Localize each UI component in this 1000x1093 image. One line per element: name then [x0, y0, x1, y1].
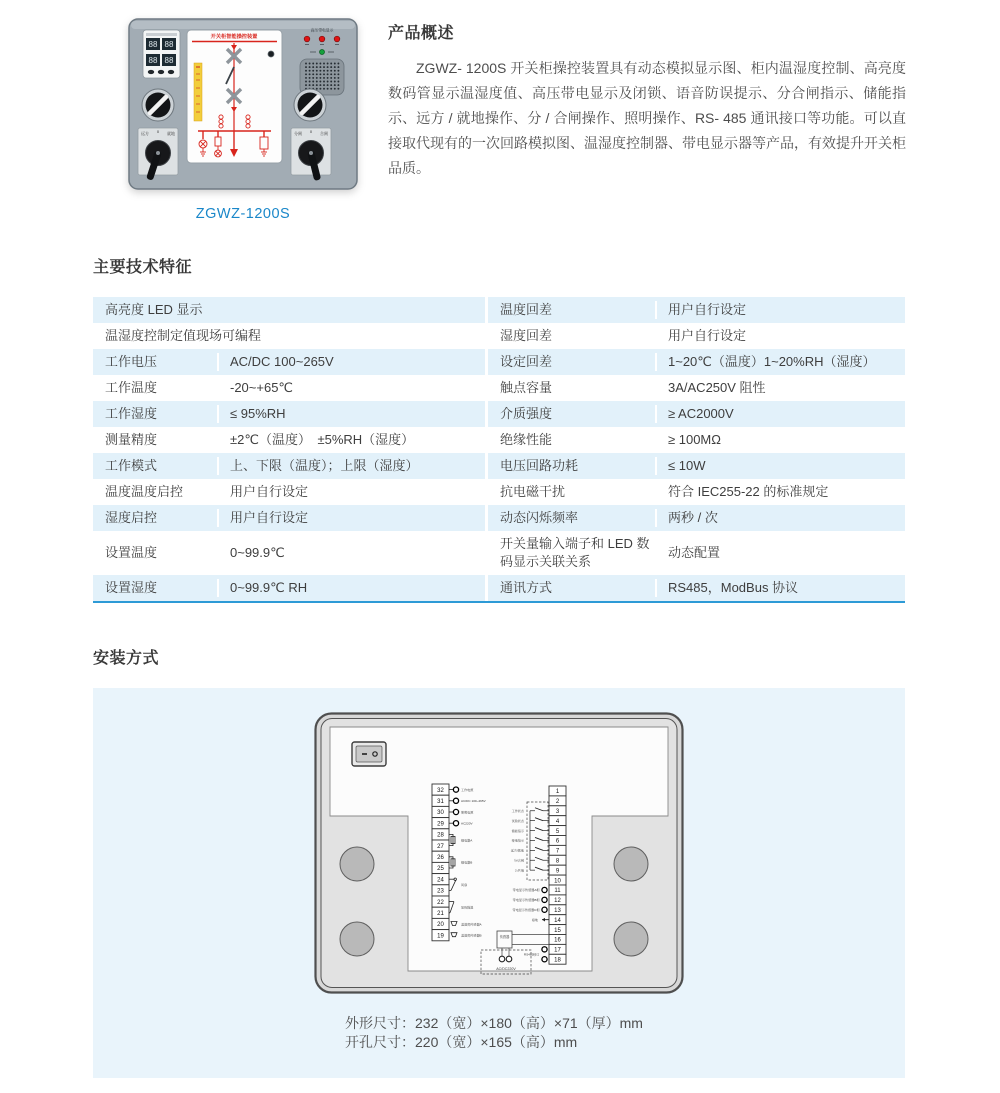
mimic-panel	[187, 30, 282, 163]
spec-table-left	[93, 297, 485, 601]
terminal-micro-label: 继电器A	[461, 838, 473, 843]
spec-table-bottom-border	[93, 601, 905, 603]
terminal-number: 11	[554, 888, 561, 895]
svg-text:0: 0	[309, 129, 313, 134]
terminal-number: 12	[554, 898, 561, 905]
terminal-micro-label: 工作状态	[511, 808, 524, 813]
terminal-number: 21	[437, 911, 444, 917]
left-knob	[142, 89, 174, 121]
terminal-micro-label: 储能指示	[511, 828, 524, 833]
spec-row	[488, 479, 905, 505]
spec-label: 温度回差	[500, 302, 553, 318]
terminal-strip-left	[432, 784, 449, 941]
spec-value: 0~99.9℃ RH	[217, 579, 485, 597]
spec-value: ±2℃（温度） ±5%RH（湿度）	[217, 431, 485, 449]
terminal-number: 30	[437, 810, 444, 817]
power-terminal	[453, 798, 458, 803]
spec-value: 用户自行设定	[655, 327, 905, 345]
spec-value: ≥ AC2000V	[655, 405, 905, 423]
installation-heading: 安装方式	[93, 650, 160, 667]
spec-label: 绝缘性能	[500, 432, 553, 448]
terminal-number: 15	[554, 927, 561, 934]
spec-row	[93, 479, 485, 505]
terminal-micro-label: 温湿度传感器A	[461, 922, 482, 927]
terminal-number: 16	[554, 937, 561, 944]
power-terminal	[453, 821, 458, 826]
terminal-number: 13	[554, 907, 561, 914]
terminal-number: 28	[437, 832, 444, 839]
svg-text:合闸: 合闸	[320, 131, 328, 136]
specs-heading: 主要技术特征	[93, 259, 193, 276]
display-button	[158, 70, 164, 74]
spec-row	[488, 453, 905, 479]
spec-row	[488, 505, 905, 531]
spec-feature-text: 温湿度控制定值现场可编程	[105, 328, 262, 344]
power-terminal	[453, 809, 458, 814]
mounting-hole	[614, 922, 648, 956]
spec-row	[93, 427, 485, 453]
mounting-hole	[614, 847, 648, 881]
spec-label: 工作温度	[105, 380, 158, 396]
warning-strip	[194, 63, 202, 121]
spec-label: 设置湿度	[105, 580, 158, 596]
spec-value: 1~20℃（温度）1~20%RH（湿度）	[655, 353, 905, 371]
spec-row	[93, 453, 485, 479]
terminal-number: 7	[555, 848, 560, 855]
sensor-input-terminal	[542, 887, 547, 892]
spec-table-right	[488, 297, 905, 601]
terminal-micro-label: AC220V	[461, 821, 473, 826]
spec-label: 开关量输入端子和 LED 数码显示关联关系	[500, 536, 650, 569]
mounting-hole	[340, 922, 374, 956]
cutout-dimensions: 开孔尺寸：220（宽）×165（高）mm	[345, 1034, 578, 1050]
right-knob	[294, 89, 326, 121]
spec-row	[93, 349, 485, 375]
dimension-text	[345, 1014, 643, 1052]
power-switch	[352, 742, 386, 766]
power-box-label: AC/DC220V	[496, 967, 516, 971]
phase-led-red	[304, 36, 310, 42]
display-button	[148, 70, 154, 74]
spec-feature-text: 高亮度 LED 显示	[105, 302, 203, 318]
spec-row	[93, 297, 485, 323]
spec-row	[488, 297, 905, 323]
terminal-number: 26	[437, 855, 444, 861]
terminal-micro-label: 带电显示传感器C相	[512, 907, 540, 912]
spec-row	[488, 375, 905, 401]
svg-text:分闸: 分闸	[294, 131, 302, 136]
terminal-number: 5	[555, 828, 560, 835]
terminal-number: 19	[437, 933, 444, 940]
spec-row	[488, 349, 905, 375]
spec-value: ≤ 95%RH	[217, 405, 485, 423]
terminal-number: 18	[554, 957, 561, 964]
spec-label: 工作模式	[105, 458, 158, 474]
spec-value: 两秒 / 次	[655, 509, 905, 527]
spec-row	[93, 505, 485, 531]
sensor-box-label: 传感器	[499, 935, 510, 939]
comm-terminal	[542, 947, 547, 952]
terminal-strip-right	[549, 786, 566, 964]
spec-row	[93, 575, 485, 601]
spec-value: 动态配置	[655, 544, 905, 562]
terminal-micro-label: 带电显示传感器A相	[512, 888, 540, 893]
overview-body-text: ZGWZ- 1200S 开关柜操控装置具有动态模拟显示图、柜内温湿度控制、高亮度数码管显示温湿度值、高压带电显示及闭锁、语音防误提示、分合闸指示、储能指示、远方 / 就地操作、分 / 合闸操作、照明操作、RS- 485 通讯接口等功能。可以直接取代现有的一次回路模拟图、温湿度控制器、带电显示器等产品，有效提升开关柜品质。	[388, 60, 906, 176]
outline-dimensions: 外形尺寸：232（宽）×180（高）×71（厚）mm	[345, 1015, 643, 1031]
spec-value: ≥ 100MΩ	[655, 431, 905, 449]
spec-label: 温度温度启控	[105, 484, 184, 500]
terminal-micro-label: 试验状态	[511, 818, 524, 823]
sensor-input-terminal	[542, 897, 547, 902]
terminal-micro-label: 继电器B	[461, 860, 473, 865]
mimic-panel-title: 开关柜智能操控装置	[210, 34, 258, 40]
terminal-micro-label: 温湿度传感器B	[461, 933, 482, 938]
spec-label: 工作湿度	[105, 406, 158, 422]
hv-indicator-label: 高压带电显示	[310, 28, 334, 33]
terminal-number: 2	[555, 799, 560, 806]
terminal-micro-label: 接地	[531, 917, 538, 922]
svg-text:就地: 就地	[167, 131, 175, 136]
power-terminal	[499, 956, 505, 962]
terminal-number: 3	[555, 808, 560, 815]
spec-label: 介质强度	[500, 406, 553, 422]
spec-label: 电压回路功耗	[500, 458, 579, 474]
terminal-number: 31	[437, 799, 444, 805]
terminal-micro-label: 带电显示传感器B相	[512, 898, 540, 903]
terminal-micro-label: AC/DC 100~265V	[461, 799, 486, 804]
right-rotary-switch	[291, 128, 331, 181]
overview-heading: 产品概述	[388, 25, 455, 42]
spec-label: 工作电压	[105, 354, 158, 370]
spec-label: 设定回差	[500, 354, 553, 370]
spec-row	[93, 401, 485, 427]
terminal-micro-label: 加热除湿	[461, 905, 474, 910]
terminal-micro-label: 工作电源	[461, 787, 474, 792]
light-sensor	[268, 51, 274, 57]
phase-led-red	[334, 36, 340, 42]
spec-value: RS485，ModBus 协议	[655, 579, 905, 597]
left-rotary-switch	[138, 128, 178, 181]
spec-value: 用户自行设定	[655, 301, 905, 319]
led-display-module	[143, 30, 180, 78]
svg-text:88: 88	[164, 40, 174, 49]
terminal-micro-label: 风扇	[461, 883, 468, 888]
svg-text:88: 88	[164, 56, 174, 65]
spec-row	[93, 375, 485, 401]
spec-label: 通讯方式	[500, 580, 553, 596]
terminal-number: 22	[437, 899, 444, 906]
sensor-input-terminal	[542, 907, 547, 912]
svg-text:88: 88	[148, 56, 158, 65]
installation-panel	[93, 688, 905, 1078]
terminal-number: 24	[437, 877, 444, 884]
svg-text:远方: 远方	[141, 131, 149, 136]
spec-value: 符合 IEC255-22 的标准规定	[655, 483, 905, 501]
terminal-number: 29	[437, 821, 444, 828]
terminal-number: 6	[555, 838, 560, 845]
phase-led-red	[319, 36, 325, 42]
indicator-block	[300, 28, 344, 96]
spec-table-area	[93, 297, 905, 603]
terminal-number: 9	[555, 868, 560, 875]
power-terminal	[453, 787, 458, 792]
spec-row	[488, 575, 905, 601]
terminal-number: 10	[554, 878, 561, 885]
spec-label: 设置温度	[105, 545, 158, 561]
spec-row	[488, 401, 905, 427]
spec-value: 3A/AC250V 阻性	[655, 379, 905, 397]
terminal-number: 25	[437, 866, 444, 873]
terminal-number: 8	[555, 858, 560, 865]
spec-row	[93, 323, 485, 349]
led-digits: 88	[148, 40, 158, 49]
spec-value: ≤ 10W	[655, 457, 905, 475]
terminal-number: 4	[555, 818, 560, 825]
terminal-micro-label: 分/合闸	[513, 858, 524, 863]
spec-value: -20~+65℃	[217, 379, 485, 397]
mounting-hole	[340, 847, 374, 881]
spec-value: 用户自行设定	[217, 483, 485, 501]
terminal-micro-label: 远方/就地	[510, 848, 524, 853]
spec-label: 湿度回差	[500, 328, 553, 344]
spec-label: 湿度启控	[105, 510, 158, 526]
status-led-green	[320, 50, 325, 55]
power-terminal	[506, 956, 512, 962]
product-model-label: ZGWZ-1200S	[195, 206, 291, 222]
spec-row	[488, 531, 905, 575]
terminal-micro-label: 接地指示	[511, 838, 524, 843]
spec-value: 用户自行设定	[217, 509, 485, 527]
display-button	[168, 70, 174, 74]
spec-value: AC/DC 100~265V	[217, 353, 485, 371]
spec-row	[488, 323, 905, 349]
spec-label: 动态闪烁频率	[500, 510, 579, 526]
terminal-number: 23	[437, 888, 444, 895]
terminal-micro-label: 照明电源	[461, 810, 474, 815]
spec-label: 测量精度	[105, 432, 158, 448]
terminal-number: 14	[554, 917, 561, 924]
terminal-micro-label: RS485接口	[523, 952, 540, 957]
device-rear-drawing	[314, 712, 684, 994]
spec-label: 触点容量	[500, 380, 553, 396]
spec-value: 0~99.9℃	[217, 544, 485, 562]
spec-row	[488, 427, 905, 453]
terminal-number: 27	[437, 843, 444, 850]
spec-value: 上、下限（温度）；上限（湿度）	[217, 457, 485, 475]
device-front-image	[128, 18, 358, 190]
terminal-number: 1	[555, 789, 560, 796]
terminal-number: 32	[437, 787, 444, 794]
spec-label: 抗电磁干扰	[500, 484, 566, 500]
terminal-number: 20	[437, 922, 444, 929]
spec-row	[93, 531, 485, 575]
terminal-micro-label: 公共端	[514, 868, 524, 873]
comm-terminal	[542, 957, 547, 962]
terminal-number: 17	[554, 947, 561, 954]
svg-text:0: 0	[156, 129, 160, 134]
